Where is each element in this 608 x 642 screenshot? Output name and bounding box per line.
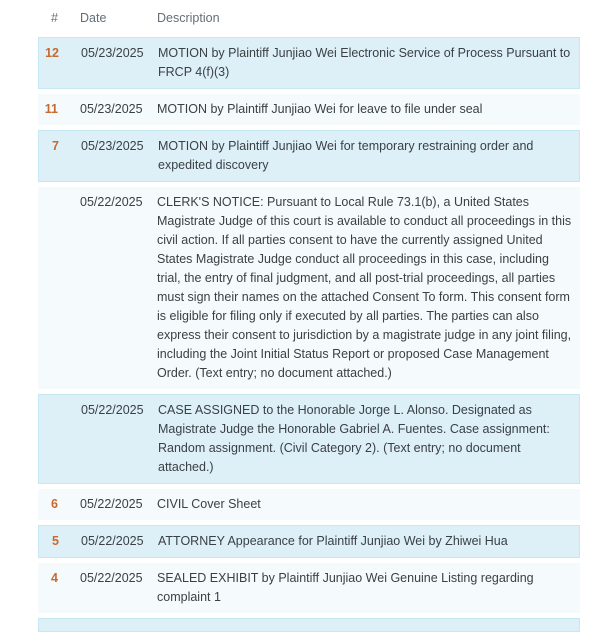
docket-table-header	[38, 0, 580, 37]
docket-entry-description: CASE ASSIGNED to the Honorable Jorge L. Alonso. Designated as Magistrate Judge the Honorable Gabriel A. Fuentes. Case assignment: Random assignment. (Civil Category 2). (Text entry; no document attached.)	[158, 403, 550, 474]
docket-entry-date: 05/23/2025	[81, 139, 144, 153]
docket-row-clipped	[38, 618, 580, 632]
column-header-description: Description	[157, 11, 220, 25]
docket-entry-description: ATTORNEY Appearance for Plaintiff Junjiao Wei by Zhiwei Hua	[158, 534, 508, 548]
docket-entry-number[interactable]: 7	[52, 139, 59, 153]
docket-entry-number	[39, 401, 81, 477]
docket-entry-date: 05/22/2025	[81, 534, 144, 548]
docket-row	[38, 563, 580, 613]
docket-row	[38, 187, 580, 389]
docket-row	[38, 37, 580, 89]
docket-entry-description: SEALED EXHIBIT by Plaintiff Junjiao Wei Genuine Listing regarding complaint 1	[157, 571, 534, 604]
docket-entry-description: MOTION by Plaintiff Junjiao Wei Electronic Service of Process Pursuant to FRCP 4(f)(3)	[158, 46, 571, 79]
docket-entry-number[interactable]: 4	[51, 571, 58, 585]
docket-entry-description: CLERK'S NOTICE: Pursuant to Local Rule 73.1(b), a United States Magistrate Judge of this court is available to conduct all proceedings in this civil action. If all parties consent to have the currently assigned United States Magistrate Judge conduct all proceedings in this case, including trial, the entry of final judgment, and all post-trial proceedings, all parties must sign their names on the attached Consent To form. This consent form is eligible for filing only if executed by all parties. The parties can also express their consent to jurisdiction by a magistrate judge in any joint filing, including the Joint Initial Status Report or proposed Case Management Order. (Text entry; no document attached.)	[157, 195, 572, 380]
column-header-number: #	[51, 11, 58, 25]
docket-entry-date: 05/23/2025	[80, 102, 143, 116]
docket-entry-date: 05/22/2025	[80, 571, 143, 585]
docket-entry-number[interactable]: 12	[45, 46, 59, 60]
docket-row	[38, 394, 580, 484]
docket-entry-date: 05/23/2025	[81, 46, 144, 60]
docket-entry-date: 05/22/2025	[80, 497, 143, 511]
docket-entry-number[interactable]: 6	[51, 497, 58, 511]
docket-row	[38, 525, 580, 558]
docket-entry-date: 05/22/2025	[81, 403, 144, 417]
docket-row	[38, 130, 580, 182]
docket-table	[38, 0, 580, 632]
docket-row	[38, 489, 580, 520]
docket-entry-description: MOTION by Plaintiff Junjiao Wei for temporary restraining order and expedited discovery	[158, 139, 534, 172]
docket-entry-date: 05/22/2025	[80, 195, 143, 209]
docket-entry-description: MOTION by Plaintiff Junjiao Wei for leave to file under seal	[157, 102, 483, 116]
docket-entry-number[interactable]: 11	[44, 102, 58, 116]
docket-entry-number	[38, 193, 80, 383]
column-header-date: Date	[80, 11, 107, 25]
docket-row	[38, 94, 580, 125]
docket-entry-description: CIVIL Cover Sheet	[157, 497, 261, 511]
docket-entry-number[interactable]: 5	[52, 534, 59, 548]
